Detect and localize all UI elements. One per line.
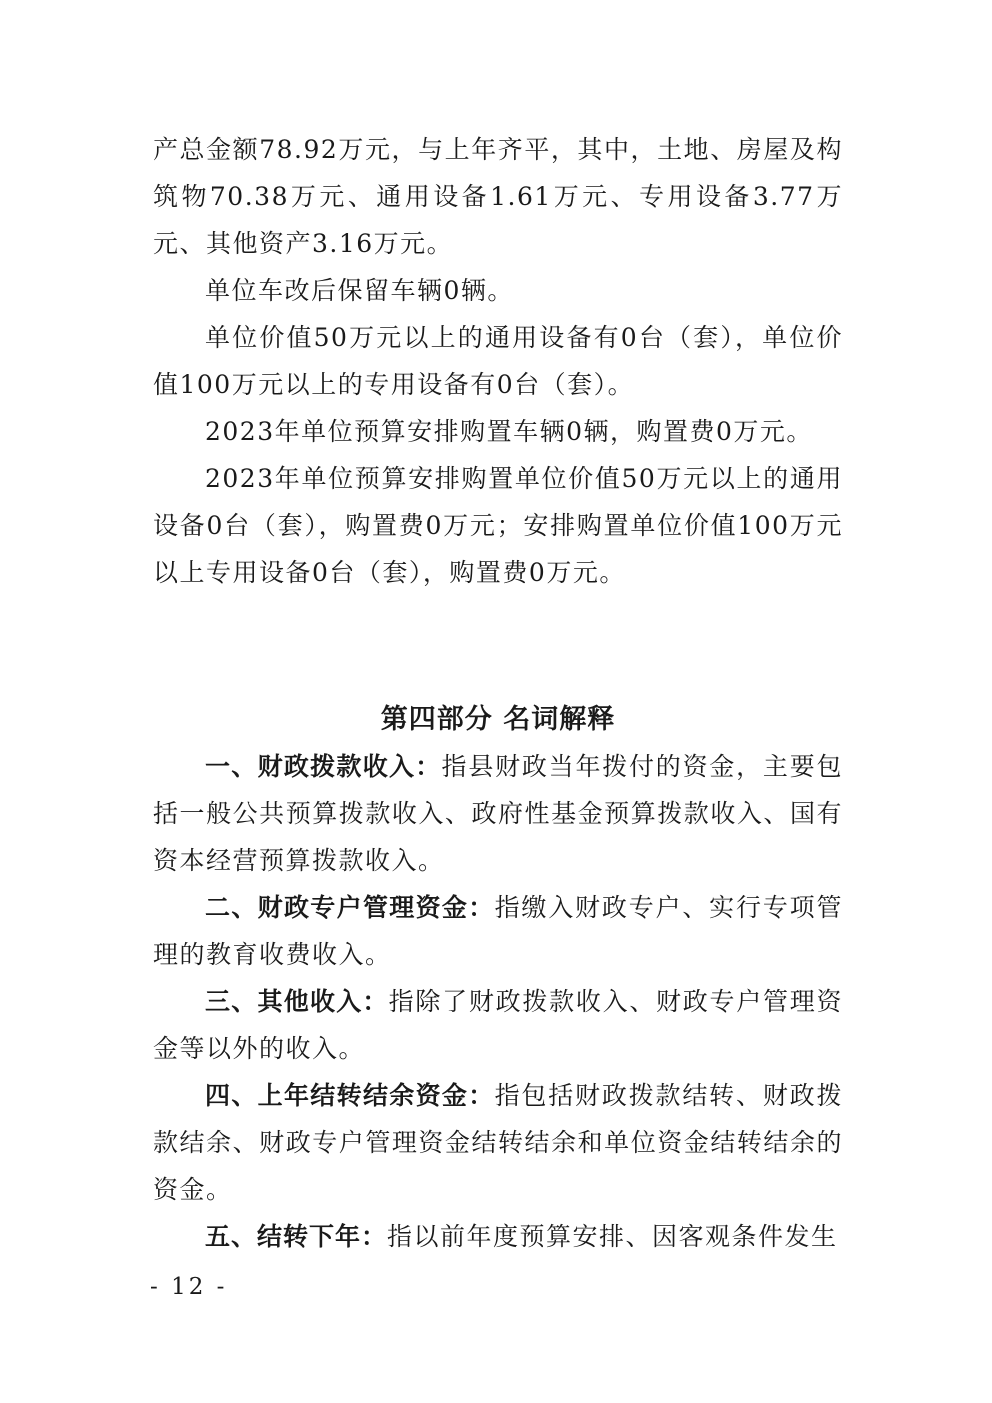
definition-text: 指缴入财政专户、实行专项管理的教育收费收入。: [153, 893, 843, 969]
definition-text: 指县财政当年拨付的资金，主要包括一般公共预算拨款收入、政府性基金预算拨款收入、国有资本经营预算拨款收入。: [153, 752, 843, 875]
definition-item: [153, 743, 843, 884]
definition-text: 指包括财政拨款结转、财政拨款结余、财政专户管理资金结转结余和单位资金结转结余的资金。: [153, 1081, 843, 1204]
definition-term: 五、结转下年：: [205, 1222, 388, 1251]
equipment-purchase-paragraph: 2023年单位预算安排购置单位价值50万元以上的通用设备0台（套），购置费0万元；安排购置单位价值100万元以上专用设备0台（套），购置费0万元。: [153, 464, 843, 587]
page-number: - 12 -: [150, 1274, 228, 1300]
definition-text: 指以前年度预算安排、因客观条件发生: [387, 1222, 838, 1251]
definition-item: [153, 884, 843, 978]
definition-term: 三、其他收入：: [205, 987, 389, 1016]
vehicle-paragraph: 单位车改后保留车辆0辆。: [205, 276, 514, 305]
definition-term: 一、财政拨款收入：: [205, 752, 442, 781]
definition-term: 二、财政专户管理资金：: [205, 893, 495, 922]
part4-title: 第四部分 名词解释: [380, 704, 616, 735]
vehicle-purchase-paragraph: 2023年单位预算安排购置车辆0辆，购置费0万元。: [205, 417, 813, 446]
equipment-paragraph: 单位价值50万元以上的通用设备有0台（套），单位价值100万元以上的专用设备有0台（套）。: [153, 323, 843, 399]
document-page: [153, 126, 843, 1260]
definition-term: 四、上年结转结余资金：: [205, 1081, 495, 1110]
definition-item: [153, 1072, 843, 1213]
definition-item: [153, 1213, 843, 1260]
definition-item: [153, 978, 843, 1072]
section-gap: [153, 596, 843, 696]
definition-text: 指除了财政拨款收入、财政专户管理资金等以外的收入。: [153, 987, 843, 1063]
asset-total-paragraph: 产总金额78.92万元，与上年齐平，其中，土地、房屋及构筑物70.38万元、通用设备1.61万元、专用设备3.77万元、其他资产3.16万元。: [153, 135, 843, 258]
